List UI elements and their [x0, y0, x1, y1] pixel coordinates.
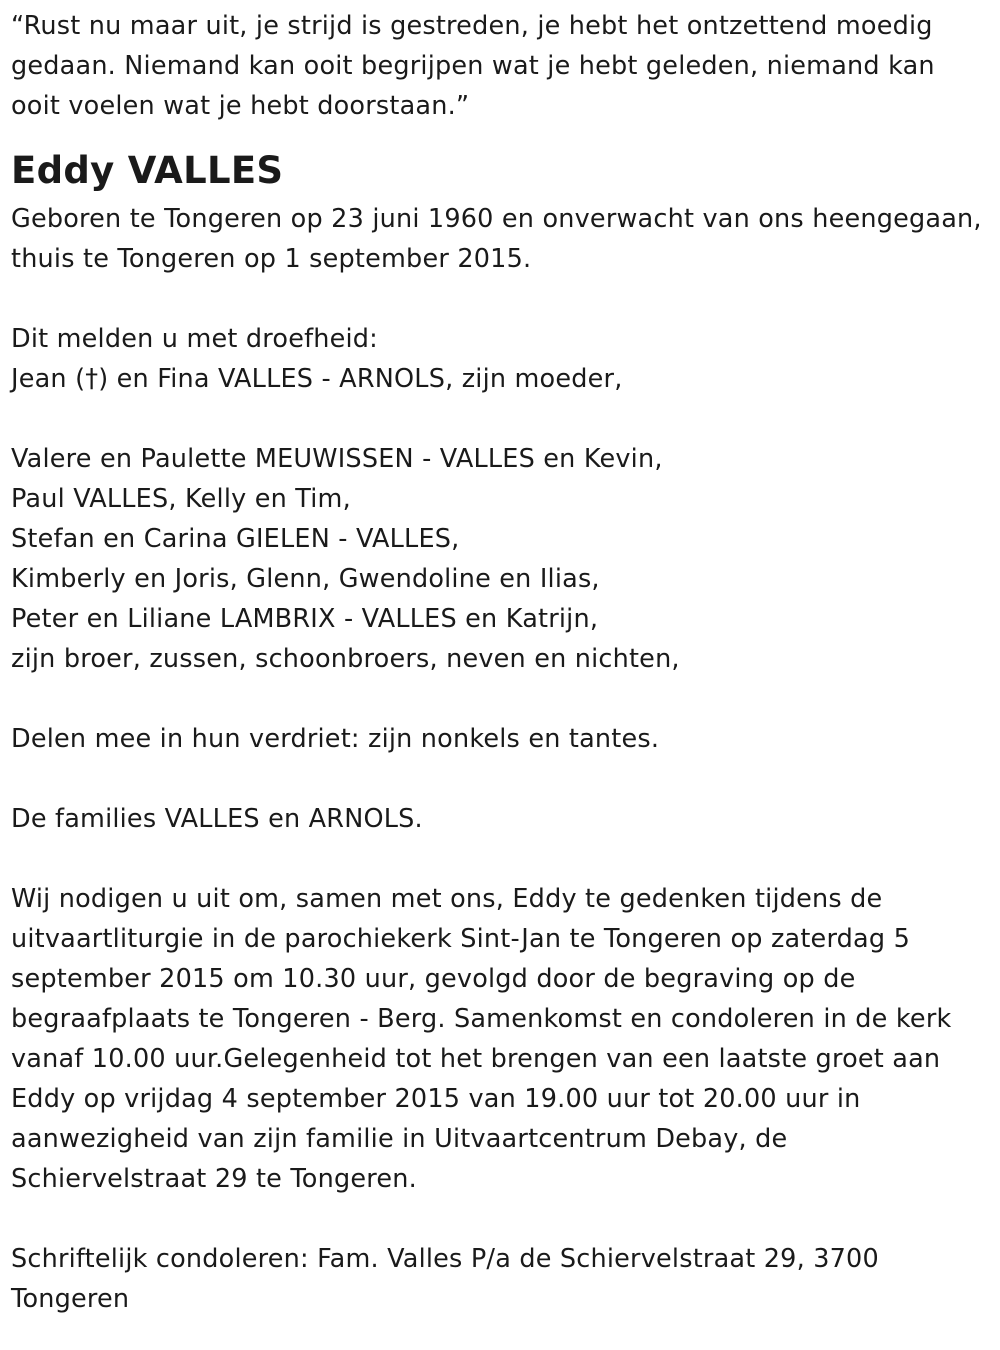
spacer — [11, 1199, 991, 1239]
mother-line: Jean (†) en Fina VALLES - ARNOLS, zijn moeder, — [11, 364, 623, 394]
announcement-intro: Dit melden u met droefheid: — [11, 324, 378, 354]
sibling-line: zijn broer, zussen, schoonbroers, neven en nichten, — [11, 644, 680, 674]
sibling-line: Stefan en Carina GIELEN - VALLES, — [11, 524, 460, 554]
deceased-name: Eddy VALLES — [11, 149, 284, 192]
sibling-line: Valere en Paulette MEUWISSEN - VALLES en Kevin, — [11, 444, 663, 474]
spacer — [11, 399, 991, 439]
spacer — [11, 679, 991, 719]
obituary-document — [11, 6, 991, 1319]
siblings-list — [11, 439, 991, 679]
sibling-line: Peter en Liliane LAMBRIX - VALLES en Katrijn, — [11, 604, 599, 634]
sibling-line: Paul VALLES, Kelly en Tim, — [11, 484, 351, 514]
families-text: De families VALLES en ARNOLS. — [11, 804, 423, 834]
funeral-details: Wij nodigen u uit om, samen met ons, Eddy te gedenken tijdens de uitvaartliturgie in de parochiekerk Sint-Jan te Tongeren op zaterdag 5 september 2015 om 10.30 uur, gevolgd door de begraving op de begraafplaats te Tongeren - Berg. Samenkomst en condoleren in de kerk vanaf 10.00 uur.Gelegenheid tot het brengen van een laatste groet aan Eddy op vrijdag 4 september 2015 van 19.00 uur tot 20.00 uur in aanwezigheid van zijn familie in Uitvaartcentrum Debay, de Schiervelstraat 29 te Tongeren. — [11, 884, 960, 1194]
spacer — [11, 839, 991, 879]
opening-quote: “Rust nu maar uit, je strijd is gestreden, je hebt het ontzettend moedig gedaan. Niemand kan ooit begrijpen wat je hebt geleden, niemand kan ooit voelen wat je hebt doorstaan.” — [11, 11, 944, 121]
relatives-text: Delen mee in hun verdriet: zijn nonkels en tantes. — [11, 724, 660, 754]
announcement-block — [11, 319, 991, 399]
spacer — [11, 759, 991, 799]
birth-death-text: Geboren te Tongeren op 23 juni 1960 en onverwacht van ons heengegaan, thuis te Tongeren op 1 september 2015. — [11, 204, 990, 274]
spacer — [11, 279, 991, 319]
condolences-address: Schriftelijk condoleren: Fam. Valles P/a de Schiervelstraat 29, 3700 Tongeren — [11, 1244, 888, 1314]
sibling-line: Kimberly en Joris, Glenn, Gwendoline en Ilias, — [11, 564, 600, 594]
